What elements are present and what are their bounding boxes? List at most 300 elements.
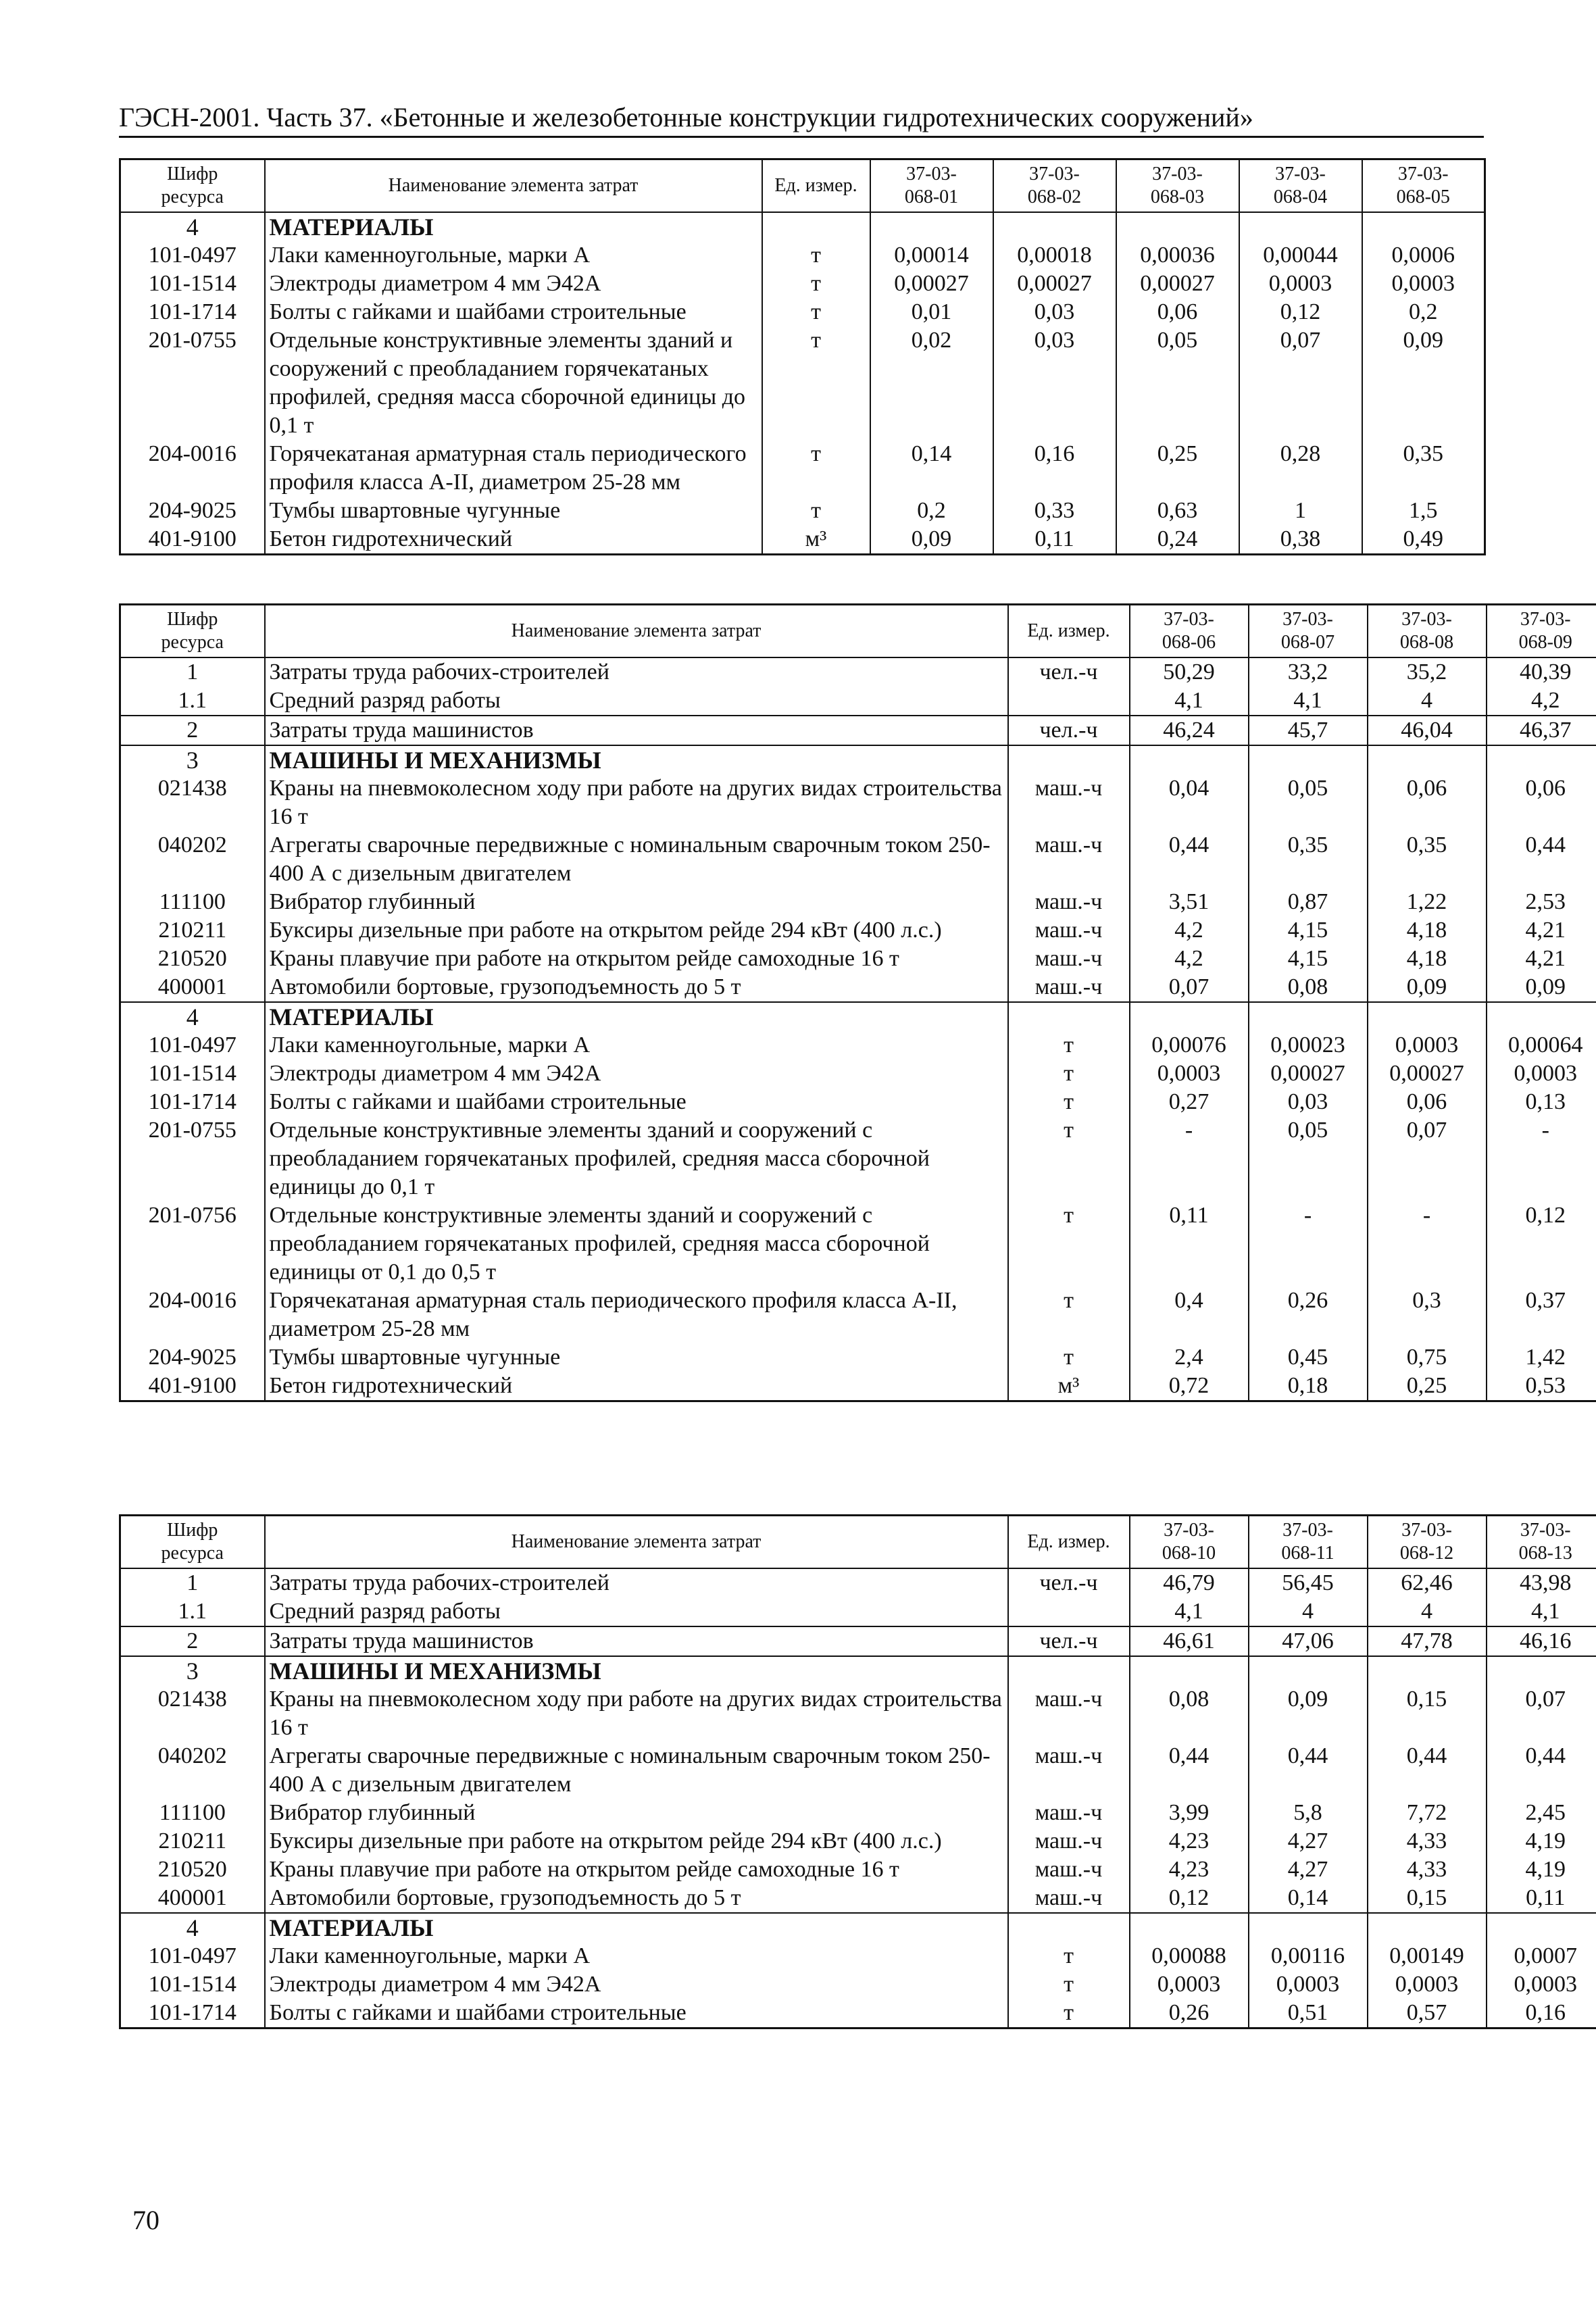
- unit-of-measure: т: [1008, 1060, 1130, 1088]
- cost-element-name: Болты с гайками и шайбами строительные: [265, 298, 762, 326]
- unit-of-measure: [1008, 1656, 1130, 1685]
- table-row: [120, 1626, 1596, 1656]
- resource-code: 4: [120, 1002, 265, 1031]
- norm-value: 0,08: [1249, 973, 1368, 1002]
- norm-value: 0,75: [1368, 1343, 1487, 1372]
- norm-value: 0,00076: [1130, 1031, 1249, 1060]
- table-row: [120, 1597, 1596, 1626]
- header-code: [120, 1516, 265, 1569]
- norm-value: [1487, 745, 1596, 774]
- header-column-code-line1: 37-03-: [1029, 164, 1080, 184]
- norm-value: 4,2: [1130, 945, 1249, 973]
- norm-value: 4,1: [1130, 687, 1249, 716]
- cost-element-name: Краны на пневмоколесном ходу при работе на других видах строительства 16 т: [265, 1685, 1008, 1742]
- norm-value: 0,07: [1130, 973, 1249, 1002]
- header-code: [120, 605, 265, 658]
- norm-value: 0,49: [1403, 526, 1443, 551]
- norm-value: 45,7: [1249, 716, 1368, 745]
- resource-code: 400001: [120, 973, 265, 1002]
- norm-value: 0,37: [1525, 1288, 1566, 1313]
- norm-value: [1487, 1913, 1596, 1942]
- table-row: [120, 1942, 1596, 1970]
- norm-value: [1116, 212, 1239, 241]
- header-column-code-line1: 37-03-: [1275, 164, 1326, 184]
- header-column-code-line2: 068-04: [1273, 186, 1328, 207]
- resource-code: 1: [120, 1568, 265, 1597]
- norm-value: 0,57: [1368, 1999, 1487, 2028]
- norm-value: 0,07: [1239, 326, 1362, 440]
- resource-code: 210211: [120, 916, 265, 945]
- table-row: [120, 1343, 1596, 1372]
- resource-code: 2: [120, 716, 265, 745]
- norm-table-1: [119, 158, 1486, 555]
- norm-value: 0,2: [1409, 299, 1438, 324]
- unit-of-measure: т: [762, 270, 870, 298]
- cost-element-name: Болты с гайками и шайбами строительные: [265, 1088, 1008, 1116]
- resource-code: 4: [120, 212, 265, 241]
- unit-of-measure: т: [762, 241, 870, 270]
- cost-element-name: Электроды диаметром 4 мм Э42А: [265, 1970, 1008, 1999]
- unit-of-measure: т: [762, 497, 870, 525]
- norm-value: 0,00027: [1368, 1060, 1487, 1088]
- norm-value: 4,21: [1525, 918, 1566, 943]
- cost-element-name: Автомобили бортовые, грузоподъемность до 5 т: [265, 973, 1008, 1002]
- norm-value: 4,1: [1130, 1597, 1249, 1626]
- resource-code: 101-1714: [120, 1088, 265, 1116]
- norm-value: 0,45: [1249, 1343, 1368, 1372]
- header-column-code-line1: 37-03-: [1397, 164, 1449, 184]
- norm-value: 0,35: [1403, 441, 1443, 466]
- unit-of-measure: чел.-ч: [1008, 716, 1130, 745]
- resource-code: 040202: [120, 1742, 265, 1799]
- norm-value: 3,51: [1130, 888, 1249, 916]
- header-column-code-line2: 068-03: [1150, 186, 1205, 207]
- unit-of-measure: т: [762, 298, 870, 326]
- table-header: [120, 159, 1485, 213]
- header-column-code-line1: 37-03-: [1401, 1520, 1452, 1541]
- cost-element-name: Тумбы швартовные чугунные: [265, 497, 762, 525]
- norm-value: 0,09: [1249, 1685, 1368, 1742]
- header-column-code-line2: 068-08: [1399, 632, 1454, 653]
- norm-value: 0,09: [1525, 974, 1566, 999]
- header-column-code-line2: 068-12: [1399, 1543, 1454, 1564]
- norm-value: 0,00064: [1508, 1032, 1583, 1057]
- norm-value: [870, 212, 993, 241]
- resource-code: 3: [120, 745, 265, 774]
- norm-value: [1239, 212, 1362, 241]
- table-row: [120, 1060, 1596, 1088]
- header-column-code: [1116, 159, 1239, 213]
- norm-value: [1368, 1002, 1487, 1031]
- unit-of-measure: т: [1008, 1970, 1130, 1999]
- norm-value: 1: [1239, 497, 1362, 525]
- norm-value: -: [1368, 1201, 1487, 1287]
- resource-code: 210520: [120, 1856, 265, 1884]
- norm-value: 0,33: [993, 497, 1116, 525]
- header-column-code: [1249, 605, 1368, 658]
- header-column-code: [1249, 1516, 1368, 1569]
- norm-value: 0,15: [1368, 1685, 1487, 1742]
- norm-value: [1249, 1656, 1368, 1685]
- header-column-code-line2: 068-02: [1027, 186, 1082, 207]
- cost-element-name: Бетон гидротехнический: [265, 1372, 1008, 1401]
- norm-value: [1130, 1656, 1249, 1685]
- norm-value: 1,42: [1525, 1345, 1566, 1370]
- header-column-code-line1: 37-03-: [1282, 609, 1333, 630]
- unit-of-measure: т: [1008, 1031, 1130, 1060]
- table-row: [120, 1799, 1596, 1827]
- cost-element-name: Краны на пневмоколесном ходу при работе на других видах строительства 16 т: [265, 774, 1008, 831]
- unit-of-measure: [1008, 745, 1130, 774]
- header-column-code-line1: 37-03-: [1282, 1520, 1333, 1541]
- header-column-code: [993, 159, 1116, 213]
- norm-value: 4: [1368, 687, 1487, 716]
- resource-code: 1.1: [120, 1597, 265, 1626]
- norm-value: 0,00027: [870, 270, 993, 298]
- table-body: [120, 212, 1485, 555]
- norm-value: 7,72: [1368, 1799, 1487, 1827]
- header-code-line2: ресурса: [161, 186, 224, 207]
- unit-of-measure: маш.-ч: [1008, 1799, 1130, 1827]
- resource-code: 204-0016: [120, 1287, 265, 1343]
- unit-of-measure: [1008, 1913, 1130, 1942]
- table-row: [120, 687, 1596, 716]
- norm-value: 0,00088: [1130, 1942, 1249, 1970]
- section-heading-row: [120, 1656, 1596, 1685]
- resource-code: 400001: [120, 1884, 265, 1913]
- cost-element-name: Отдельные конструктивные элементы зданий и сооружений с преобладанием горячекатаных профилей, средняя масса сборочной единицы от 0,1 до 0,5 т: [265, 1201, 1008, 1287]
- cost-element-name: Агрегаты сварочные передвижные с номинальным сварочным током 250-400 А с дизельным двигателем: [265, 1742, 1008, 1799]
- norm-value: 0,09: [870, 525, 993, 555]
- cost-element-name: Болты с гайками и шайбами строительные: [265, 1999, 1008, 2028]
- resource-code: 101-1514: [120, 1970, 265, 1999]
- norm-value: 4,33: [1368, 1827, 1487, 1856]
- header-name: Наименование элемента затрат: [265, 1516, 1008, 1569]
- norm-value: 46,24: [1130, 716, 1249, 745]
- header-column-code-line2: 068-11: [1281, 1543, 1335, 1564]
- norm-value: 0,00027: [1116, 270, 1239, 298]
- section-heading: МАШИНЫ И МЕХАНИЗМЫ: [265, 1656, 1008, 1685]
- resource-code: 021438: [120, 774, 265, 831]
- cost-element-name: Краны плавучие при работе на открытом рейде самоходные 16 т: [265, 945, 1008, 973]
- norm-value: 47,78: [1368, 1626, 1487, 1656]
- norm-value: 0,03: [1249, 1088, 1368, 1116]
- resource-code: 101-1514: [120, 1060, 265, 1088]
- cost-element-name: Отдельные конструктивные элементы зданий и сооружений с преобладанием горячекатаных профилей, средняя масса сборочной единицы до 0,1 т: [265, 1116, 1008, 1201]
- norm-value: 0,06: [1116, 298, 1239, 326]
- norm-value: 4,18: [1368, 916, 1487, 945]
- norm-value: 0,09: [1368, 973, 1487, 1002]
- norm-value: 0,0003: [1514, 1061, 1577, 1086]
- section-heading: МАТЕРИАЛЫ: [265, 1913, 1008, 1942]
- table-row: [120, 1287, 1596, 1343]
- norm-value: 0,07: [1525, 1687, 1566, 1712]
- norm-value: 4,1: [1531, 1599, 1560, 1624]
- norm-value: 0,14: [1249, 1884, 1368, 1913]
- cost-element-name: Средний разряд работы: [265, 1597, 1008, 1626]
- norm-value: 0,27: [1130, 1088, 1249, 1116]
- norm-value: [1249, 745, 1368, 774]
- resource-code: 101-1714: [120, 298, 265, 326]
- cost-element-name: Средний разряд работы: [265, 687, 1008, 716]
- norm-value: 0,25: [1368, 1372, 1487, 1401]
- table-row: [120, 945, 1596, 973]
- norm-value: 0,2: [870, 497, 993, 525]
- norm-value: 0,0007: [1514, 1943, 1577, 1968]
- norm-value: 0,01: [870, 298, 993, 326]
- table-row: [120, 1031, 1596, 1060]
- table-row: [120, 1201, 1596, 1287]
- unit-of-measure: чел.-ч: [1008, 1568, 1130, 1597]
- norm-value: [1249, 1913, 1368, 1942]
- norm-value: 0,16: [993, 440, 1116, 497]
- norm-value: 0,28: [1239, 440, 1362, 497]
- norm-value: 0,12: [1130, 1884, 1249, 1913]
- norm-value: 0,03: [993, 298, 1116, 326]
- header-column-code: [1368, 605, 1487, 658]
- norm-value: 0,0006: [1391, 243, 1455, 268]
- table-row: [120, 1116, 1596, 1201]
- resource-code: 401-9100: [120, 525, 265, 555]
- unit-of-measure: т: [1008, 1088, 1130, 1116]
- norm-value: 4,33: [1368, 1856, 1487, 1884]
- norm-value: 46,04: [1368, 716, 1487, 745]
- cost-element-name: Лаки каменноугольные, марки А: [265, 1942, 1008, 1970]
- header-column-code-line1: 37-03-: [1152, 164, 1203, 184]
- unit-of-measure: маш.-ч: [1008, 945, 1130, 973]
- header-column-code-line2: 068-06: [1162, 632, 1216, 653]
- unit-of-measure: [1008, 687, 1130, 716]
- table-row: [120, 1827, 1596, 1856]
- table-row: [120, 916, 1596, 945]
- table-row: [120, 298, 1485, 326]
- norm-value: 0,03: [993, 326, 1116, 440]
- norm-value: 56,45: [1249, 1568, 1368, 1597]
- norm-value: 0,51: [1249, 1999, 1368, 2028]
- norm-value: 0,15: [1368, 1884, 1487, 1913]
- norm-value: 0,00027: [1249, 1060, 1368, 1088]
- norm-value: 0,44: [1249, 1742, 1368, 1799]
- header-name: Наименование элемента затрат: [265, 159, 762, 213]
- cost-element-name: Затраты труда рабочих-строителей: [265, 657, 1008, 687]
- header-column-code: [1239, 159, 1362, 213]
- unit-of-measure: маш.-ч: [1008, 1742, 1130, 1799]
- unit-of-measure: маш.-ч: [1008, 1884, 1130, 1913]
- norm-value: 0,35: [1249, 831, 1368, 888]
- norm-value: 35,2: [1368, 657, 1487, 687]
- norm-value: 4: [1368, 1597, 1487, 1626]
- norm-value: 33,2: [1249, 657, 1368, 687]
- page-header: ГЭСН-2001. Часть 37. «Бетонные и железобетонные конструкции гидротехнических сооружений»: [119, 101, 1484, 138]
- norm-value: 0,05: [1249, 774, 1368, 831]
- cost-element-name: Краны плавучие при работе на открытом рейде самоходные 16 т: [265, 1856, 1008, 1884]
- table-row: [120, 1088, 1596, 1116]
- norm-value: -: [1130, 1116, 1249, 1201]
- unit-of-measure: [1008, 1002, 1130, 1031]
- norm-value: 4: [1249, 1597, 1368, 1626]
- norm-value: 0,14: [870, 440, 993, 497]
- norm-value: 0,07: [1368, 1116, 1487, 1201]
- norm-value: 0,26: [1249, 1287, 1368, 1343]
- cost-element-name: Вибратор глубинный: [265, 1799, 1008, 1827]
- table-header: [120, 605, 1596, 658]
- header-column-code-line2: 068-09: [1518, 632, 1572, 653]
- unit-of-measure: маш.-ч: [1008, 774, 1130, 831]
- table-row: [120, 831, 1596, 888]
- norm-value: 0,02: [870, 326, 993, 440]
- section-heading: МАТЕРИАЛЫ: [265, 212, 762, 241]
- norm-value: 4,19: [1525, 1828, 1566, 1853]
- norm-value: 4,1: [1249, 687, 1368, 716]
- header-column-code-line1: 37-03-: [1164, 1520, 1214, 1541]
- header-code-line1: Шифр: [167, 609, 218, 630]
- section-heading-row: [120, 745, 1596, 774]
- norm-value: [1130, 745, 1249, 774]
- cost-element-name: Лаки каменноугольные, марки А: [265, 241, 762, 270]
- norm-value: [1249, 1002, 1368, 1031]
- norm-value: 0,00044: [1239, 241, 1362, 270]
- table-row: [120, 774, 1596, 831]
- norm-value: 0,00027: [993, 270, 1116, 298]
- norm-value: 0,35: [1368, 831, 1487, 888]
- resource-code: 101-0497: [120, 1031, 265, 1060]
- table-row: [120, 326, 1485, 440]
- norm-value: 0,06: [1525, 776, 1566, 801]
- norm-value: [1368, 1656, 1487, 1685]
- norm-value: 0,3: [1368, 1287, 1487, 1343]
- norm-value: 40,39: [1520, 659, 1572, 684]
- norm-value: 0,44: [1130, 831, 1249, 888]
- norm-value: 0,00023: [1249, 1031, 1368, 1060]
- resource-code: 021438: [120, 1685, 265, 1742]
- norm-value: 0,18: [1249, 1372, 1368, 1401]
- norm-value: 0,06: [1368, 1088, 1487, 1116]
- header-row: [120, 605, 1596, 658]
- norm-value: 62,46: [1368, 1568, 1487, 1597]
- norm-value: 4,27: [1249, 1827, 1368, 1856]
- cost-element-name: Бетон гидротехнический: [265, 525, 762, 555]
- norm-value: 0,16: [1525, 2000, 1566, 2025]
- table-row: [120, 1568, 1596, 1597]
- norm-value: [1130, 1913, 1249, 1942]
- cost-element-name: Буксиры дизельные при работе на открытом рейде 294 кВт (400 л.с.): [265, 1827, 1008, 1856]
- table-row: [120, 497, 1485, 525]
- header-column-code-line1: 37-03-: [1401, 609, 1452, 630]
- cost-element-name: Затраты труда машинистов: [265, 716, 1008, 745]
- norm-value: 4,27: [1249, 1856, 1368, 1884]
- header-row: [120, 1516, 1596, 1569]
- resource-code: 204-9025: [120, 497, 265, 525]
- unit-of-measure: т: [1008, 1942, 1130, 1970]
- norm-value: 0,11: [993, 525, 1116, 555]
- unit-of-measure: т: [1008, 1116, 1130, 1201]
- resource-code: 101-1514: [120, 270, 265, 298]
- norm-value: 2,45: [1525, 1800, 1566, 1825]
- table-row: [120, 270, 1485, 298]
- norm-value: 4,15: [1249, 916, 1368, 945]
- norm-value: -: [1249, 1201, 1368, 1287]
- norm-value: 0,44: [1130, 1742, 1249, 1799]
- norm-value: 1,5: [1409, 498, 1438, 523]
- unit-of-measure: т: [1008, 1201, 1130, 1287]
- cost-element-name: Буксиры дизельные при работе на открытом рейде 294 кВт (400 л.с.): [265, 916, 1008, 945]
- norm-value: 46,79: [1130, 1568, 1249, 1597]
- resource-code: 101-0497: [120, 1942, 265, 1970]
- unit-of-measure: маш.-ч: [1008, 1685, 1130, 1742]
- norm-value: 46,37: [1487, 716, 1596, 745]
- table-row: [120, 1742, 1596, 1799]
- resource-code: 101-0497: [120, 241, 265, 270]
- cost-element-name: Тумбы швартовные чугунные: [265, 1343, 1008, 1372]
- table-body: [120, 657, 1596, 1401]
- norm-table-2: [119, 603, 1596, 1402]
- unit-of-measure: т: [762, 440, 870, 497]
- resource-code: 101-1714: [120, 1999, 265, 2028]
- header-unit: Ед. измер.: [762, 159, 870, 213]
- unit-of-measure: [1008, 1597, 1130, 1626]
- cost-element-name: Горячекатаная арматурная сталь периодического профиля класса А-II, диаметром 25-28 мм: [265, 440, 762, 497]
- table-body: [120, 1568, 1596, 2028]
- norm-value: 0,09: [1403, 328, 1443, 353]
- header-code-line1: Шифр: [167, 164, 218, 184]
- norm-value: 0,00018: [993, 241, 1116, 270]
- cost-element-name: Электроды диаметром 4 мм Э42А: [265, 270, 762, 298]
- norm-value: 5,8: [1249, 1799, 1368, 1827]
- resource-code: 111100: [120, 888, 265, 916]
- norm-value: 47,06: [1249, 1626, 1368, 1656]
- norm-value: -: [1541, 1118, 1549, 1143]
- header-column-code: [1362, 159, 1485, 213]
- resource-code: 1: [120, 657, 265, 687]
- unit-of-measure: маш.-ч: [1008, 888, 1130, 916]
- norm-value: [1130, 1002, 1249, 1031]
- unit-of-measure: маш.-ч: [1008, 1827, 1130, 1856]
- norm-value: 0,06: [1368, 774, 1487, 831]
- page-number: 70: [132, 2205, 159, 2235]
- header-code-line2: ресурса: [161, 1543, 224, 1564]
- norm-value: 0,05: [1116, 326, 1239, 440]
- norm-value: 0,0003: [1514, 1972, 1577, 1997]
- resource-code: 201-0755: [120, 326, 265, 440]
- norm-value: [993, 212, 1116, 241]
- unit-of-measure: маш.-ч: [1008, 1856, 1130, 1884]
- norm-value: 0,24: [1116, 525, 1239, 555]
- norm-value: 4,23: [1130, 1827, 1249, 1856]
- header-column-code-line2: 068-10: [1162, 1543, 1216, 1564]
- cost-element-name: Лаки каменноугольные, марки А: [265, 1031, 1008, 1060]
- header-column-code-line2: 068-13: [1518, 1543, 1572, 1564]
- norm-value: 0,44: [1525, 832, 1566, 857]
- section-heading-row: [120, 1913, 1596, 1942]
- norm-value: 50,29: [1130, 657, 1249, 687]
- header-column-code: [1368, 1516, 1487, 1569]
- norm-value: 0,0003: [1368, 1031, 1487, 1060]
- norm-value: 0,13: [1525, 1089, 1566, 1114]
- table-row: [120, 1685, 1596, 1742]
- norm-value: 0,11: [1526, 1885, 1566, 1910]
- header-column-code: [1130, 605, 1249, 658]
- header-code: [120, 159, 265, 213]
- section-heading-row: [120, 1002, 1596, 1031]
- header-column-code: [870, 159, 993, 213]
- norm-value: 4,15: [1249, 945, 1368, 973]
- norm-value: [1368, 1913, 1487, 1942]
- section-heading: МАШИНЫ И МЕХАНИЗМЫ: [265, 745, 1008, 774]
- resource-code: 210211: [120, 1827, 265, 1856]
- norm-value: 0,38: [1239, 525, 1362, 555]
- norm-value: [1487, 1002, 1596, 1031]
- section-heading: МАТЕРИАЛЫ: [265, 1002, 1008, 1031]
